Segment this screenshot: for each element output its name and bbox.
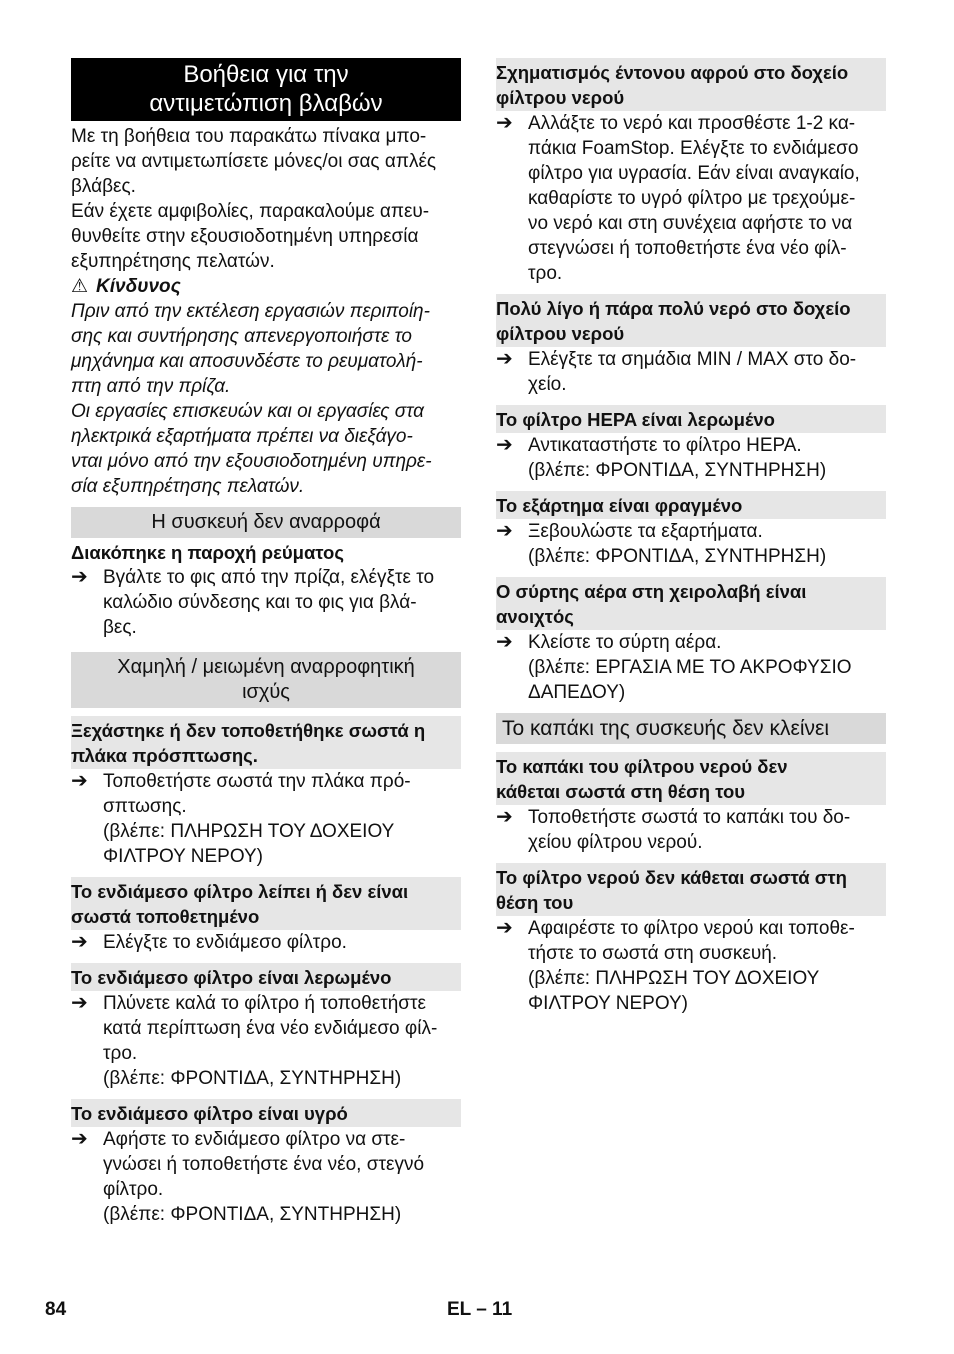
fault-heading: Πολύ λίγο ή πάρα πολύ νερό στο δοχείο φίλτρου νερού — [496, 294, 886, 347]
fault-heading: Το καπάκι του φίλτρου νερού δεν κάθεται σωστά στη θέση του — [496, 752, 886, 805]
remedy-step: ➔ Ελέγξτε το ενδιάμεσο φίλτρο. — [71, 931, 347, 953]
remedy-step: ➔ Αντικαταστήστε το φίλτρο HEPA. (βλέπε: ΦΡΟΝΤΙΔΑ, ΣΥΝΤΗΡΗΣΗ) — [496, 434, 827, 481]
fault-heading: Το εξάρτημα είναι φραγμένο — [496, 491, 886, 519]
fault-heading: Το ενδιάμεσο φίλτρο είναι υγρό — [71, 1099, 461, 1127]
fault-heading: Το ενδιάμεσο φίλτρο λείπει ή δεν είναι σωστά τοποθετημένο — [71, 877, 461, 930]
page-title: Βοήθεια για την αντιμετώπιση βλαβών — [71, 58, 461, 121]
remedy-step: ➔ Βγάλτε το φις από την πρίζα, ελέγξτε το καλώδιο σύνδεσης και το φις για βλά- βες. — [71, 566, 435, 638]
remedy-step: ➔ Ελέγξτε τα σημάδια MIN / MAX στο δο- χείο. — [496, 348, 857, 395]
arrow-right-icon: ➔ — [496, 631, 513, 653]
left-column — [71, 58, 461, 1227]
fault-heading: Το φίλτρο νερού δεν κάθεται σωστά στη θέση του — [496, 863, 886, 916]
fault-heading: Το ενδιάμεσο φίλτρο είναι λερωμένο — [71, 963, 461, 991]
fault-heading: Διακόπηκε η παροχή ρεύματος — [71, 542, 344, 563]
arrow-right-icon: ➔ — [496, 806, 513, 828]
arrow-right-icon: ➔ — [71, 992, 88, 1014]
remedy-step: ➔ Τοποθετήστε σωστά το καπάκι του δο- χείου φίλτρου νερού. — [496, 806, 851, 853]
arrow-right-icon: ➔ — [496, 112, 513, 134]
fault-heading: Ξεχάστηκε ή δεν τοποθετήθηκε σωστά η πλάκα πρόσπτωσης. — [71, 716, 461, 769]
arrow-right-icon: ➔ — [71, 1128, 88, 1150]
arrow-right-icon: ➔ — [496, 434, 513, 456]
arrow-right-icon: ➔ — [496, 348, 513, 370]
arrow-right-icon: ➔ — [71, 931, 88, 953]
remedy-step: ➔ Ξεβουλώστε τα εξαρτήματα. (βλέπε: ΦΡΟΝΤΙΔΑ, ΣΥΝΤΗΡΗΣΗ) — [496, 520, 827, 567]
remedy-step: ➔ Αφήστε το ενδιάμεσο φίλτρο να στε- γνώσει ή τοποθετήστε ένα νέο, στεγνό φίλτρο. (βλέπε: ΦΡΟΝΤΙΔΑ, ΣΥΝΤΗΡΗΣΗ) — [71, 1128, 425, 1225]
section-heading-no-suction: Η συσκευή δεν αναρροφά — [71, 507, 461, 538]
right-column — [496, 58, 886, 1016]
remedy-step: ➔ Κλείστε το σύρτη αέρα. (βλέπε: ΕΡΓΑΣΙΑ ΜΕ ΤΟ ΑΚΡΟΦΥΣΙΟ ΔΑΠΕΔΟΥ) — [496, 631, 852, 703]
section-heading-low-suction: Χαμηλή / μειωμένη αναρροφητική ισχύς — [71, 652, 461, 708]
warning-triangle-icon: ⚠ — [71, 276, 89, 297]
section-heading-lid-not-closing: Το καπάκι της συσκευής δεν κλείνει — [496, 713, 886, 744]
language-page-label: EL – 11 — [447, 1299, 513, 1320]
arrow-right-icon: ➔ — [496, 520, 513, 542]
arrow-right-icon: ➔ — [71, 770, 88, 792]
remedy-step: ➔ Τοποθετήστε σωστά την πλάκα πρό- σπτωσης. (βλέπε: ΠΛΗΡΩΣΗ ΤΟΥ ΔΟΧΕΙΟΥ ΦΙΛΤΡΟΥ ΝΕΡΟΥ) — [71, 770, 411, 867]
fault-heading: Ο σύρτης αέρα στη χειρολαβή είναι ανοιχτός — [496, 577, 886, 630]
remedy-step: ➔ Αλλάξτε το νερό και προσθέστε 1-2 κα- πάκια FoamStop. Ελέγξτε το ενδιάμεσο φίλτρο για υγρασία. Εάν είναι αναγκαίο, καθαρίστε το υγρό φίλτρο με τρεχούμε- νο νερό και στη συνέχεια αφήστε το να στεγνώσει ή τοποθετήστε ένα νέο φίλ- τρο. — [496, 112, 860, 284]
fault-heading: Το φίλτρο HEPA είναι λερωμένο — [496, 405, 886, 433]
page-number: 84 — [45, 1299, 67, 1320]
arrow-right-icon: ➔ — [496, 917, 513, 939]
remedy-step: ➔ Αφαιρέστε το φίλτρο νερού και τοποθε- τήστε το σωστά στη συσκευή. (βλέπε: ΠΛΗΡΩΣΗ ΤΟΥ ΔΟΧΕΙΟΥ ΦΙΛΤΡΟΥ ΝΕΡΟΥ) — [496, 917, 855, 1014]
arrow-right-icon: ➔ — [71, 566, 88, 588]
intro-text: Με τη βοήθεια του παρακάτω πίνακα μπο- ρείτε να αντιμετωπίσετε μόνες/οι σας απλές βλάβες. Εάν έχετε αμφιβολίες, παρακαλούμε απευ- θυνθείτε στην εξουσιοδοτημένη υπηρεσία εξυπηρέτησης πελατών. — [71, 126, 437, 272]
fault-heading: Σχηματισμός έντονου αφρού στο δοχείο φίλτρου νερού — [496, 58, 886, 111]
remedy-step: ➔ Πλύνετε καλά το φίλτρο ή τοποθετήστε κατά περίπτωση ένα νέο ενδιάμεσο φίλ- τρο. (βλέπε: ΦΡΟΝΤΙΔΑ, ΣΥΝΤΗΡΗΣΗ) — [71, 992, 438, 1089]
warning-text: Πριν από την εκτέλεση εργασιών περιποίη- σης και συντήρησης απενεργοποιήστε το μηχάνημα και αποσυνδέστε το ρευματολή- πτη από την πρίζα. Οι εργασίες επισκευών και οι εργασίες στα ηλεκτρικά εξαρτήματα πρέπει να διεξάγο- νται μόνο από την εξουσιοδοτημένη υπηρε- σία εξυπηρέτησης πελατών. — [71, 301, 432, 497]
warning-heading: ⚠ Κίνδυνος — [71, 276, 181, 297]
